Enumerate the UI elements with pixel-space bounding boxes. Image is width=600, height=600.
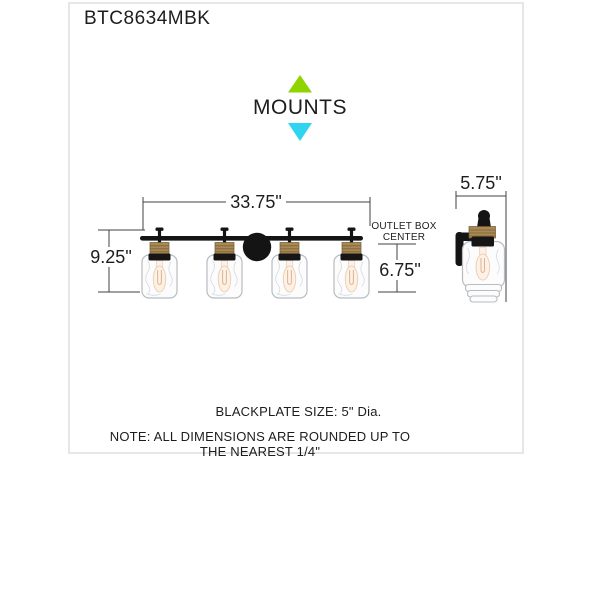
side-view-fixture bbox=[456, 210, 505, 302]
depth-dimension-label bbox=[436, 173, 526, 194]
mount-down-arrow-icon bbox=[288, 123, 312, 141]
outlet-offset-dimension-value: 6.75" bbox=[375, 260, 424, 280]
glass-ridge-3 bbox=[470, 296, 497, 302]
blackplate-size-note: BLACKPLATE SIZE: 5" Dia. bbox=[215, 404, 382, 419]
depth-dimension-value: 5.75" bbox=[460, 173, 502, 193]
side-bulb-neck bbox=[480, 248, 487, 255]
side-socket-collar bbox=[472, 237, 495, 247]
outlet-box-center-label bbox=[366, 221, 442, 243]
mounts-label: MOUNTS bbox=[253, 96, 347, 119]
outlet-box-label-line2: CENTER bbox=[382, 232, 426, 243]
rounding-note: NOTE: ALL DIMENSIONS ARE ROUNDED UP TO THE NEAREST 1/4" bbox=[109, 429, 411, 459]
outlet-offset-dimension-label bbox=[355, 260, 445, 281]
outlet-box-label-line1: OUTLET BOX bbox=[371, 221, 437, 232]
height-dimension-label bbox=[66, 247, 156, 268]
side-bulb bbox=[476, 254, 490, 280]
width-dimension-label bbox=[196, 192, 316, 213]
height-dimension-value: 9.25" bbox=[86, 247, 135, 267]
width-dimension-value: 33.75" bbox=[226, 192, 285, 212]
backplate-circle bbox=[243, 233, 271, 261]
mount-up-arrow-icon bbox=[288, 75, 312, 93]
front-view-fixture bbox=[140, 228, 369, 299]
product-code-title: BTC8634MBK bbox=[84, 8, 211, 29]
